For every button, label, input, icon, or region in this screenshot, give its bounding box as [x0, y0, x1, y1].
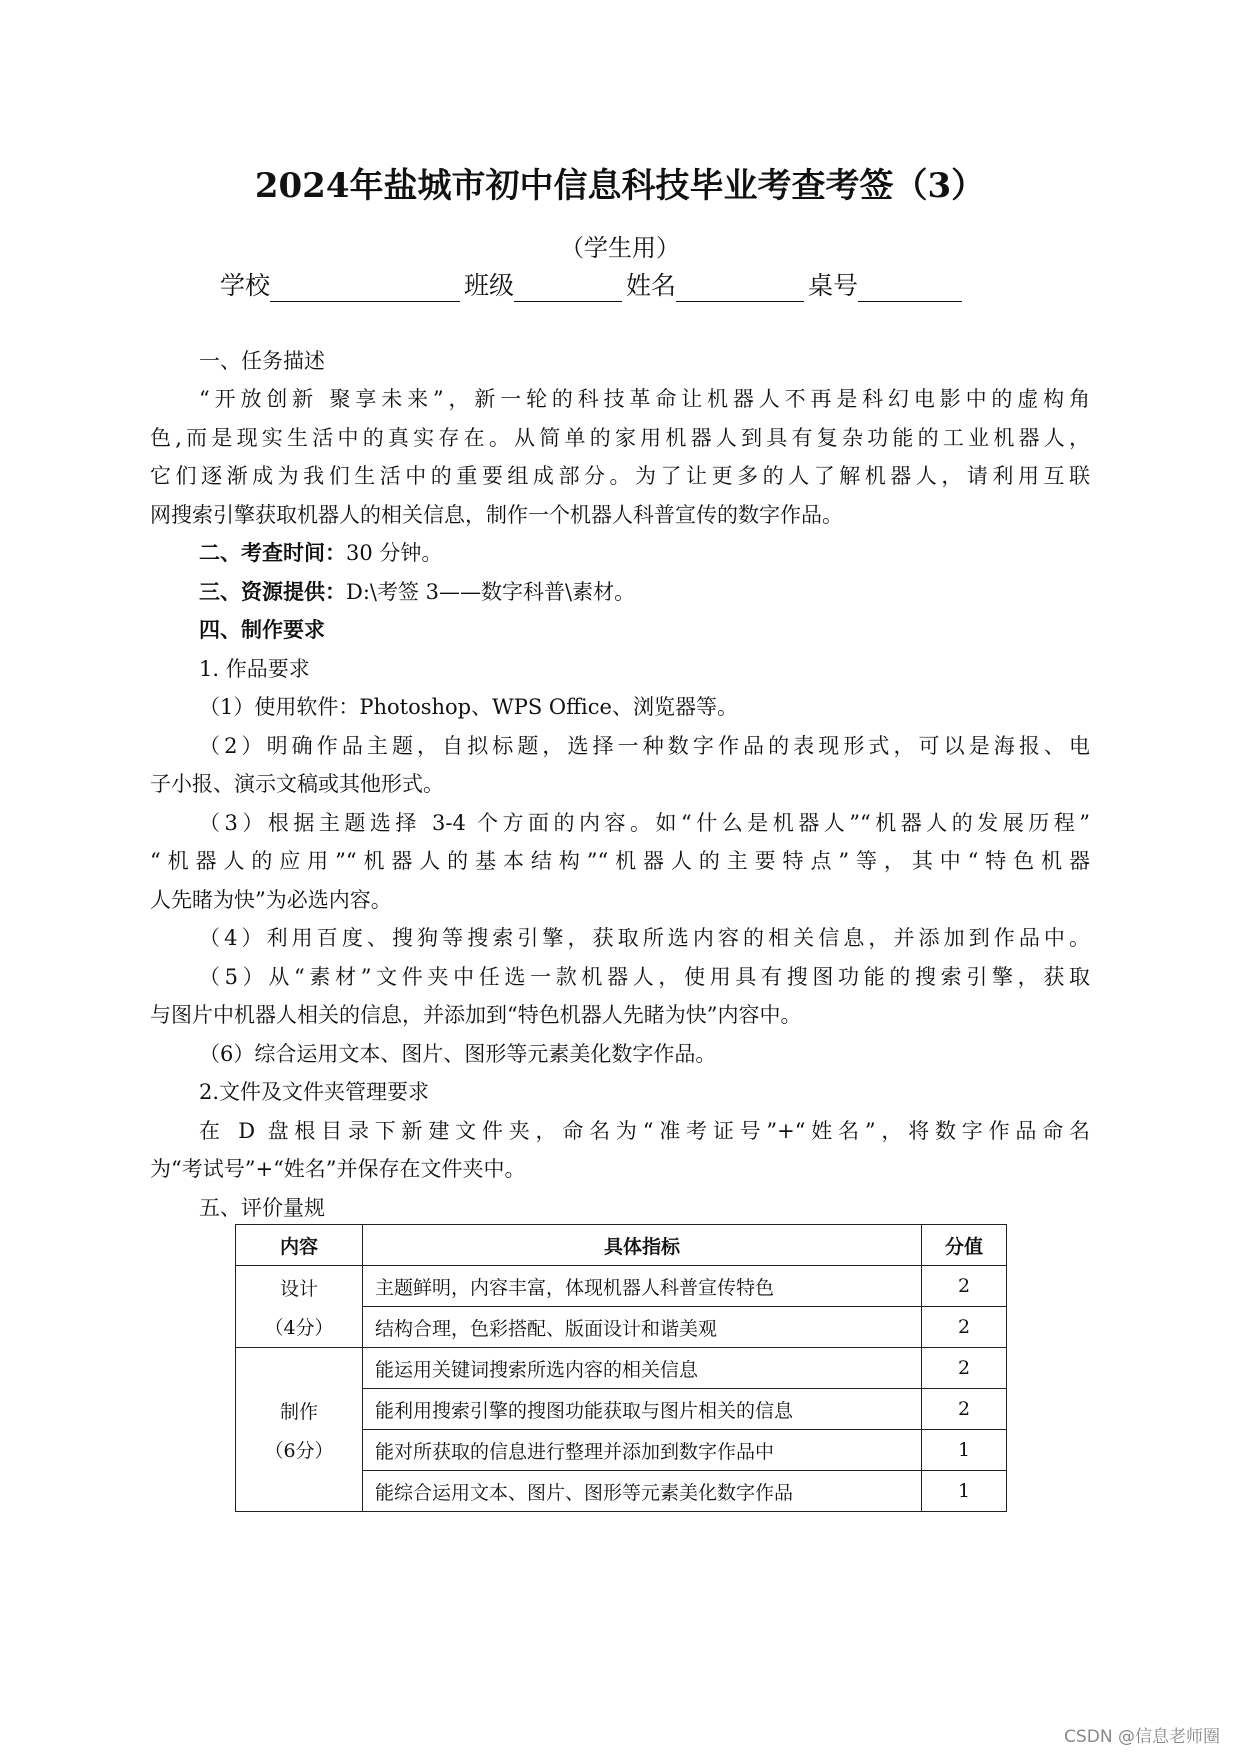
watermark: CSDN @信息老师圈 — [1064, 1727, 1220, 1747]
group-score: （4分） — [264, 1316, 334, 1339]
subheading: 2.文件及文件夹管理要求 — [199, 1080, 430, 1104]
school-blank — [270, 275, 460, 302]
section-heading: 四、制作要求 — [199, 617, 325, 642]
group-name: 设计 — [279, 1277, 318, 1300]
requirement-line: （4）利用百度、搜狗等搜索引擎，获取所选内容的相关信息，并添加到作品中。 — [199, 926, 1090, 950]
table-row — [236, 1266, 1007, 1307]
group-cell — [236, 1348, 363, 1512]
indicator-cell: 结构合理，色彩搭配、版面设计和谐美观 — [363, 1307, 922, 1348]
section-heading: 五、评价量规 — [199, 1196, 325, 1220]
score-cell: 2 — [922, 1307, 1007, 1348]
exam-time-label: 二、考查时间： — [199, 540, 346, 565]
header-score: 分值 — [922, 1225, 1007, 1266]
indicator-cell: 主题鲜明，内容丰富，体现机器人科普宣传特色 — [363, 1266, 922, 1307]
resources — [199, 573, 1090, 611]
resources-label: 三、资源提供： — [199, 579, 346, 604]
name-label: 姓名 — [626, 271, 677, 300]
indicator-cell: 能对所获取的信息进行整理并添加到数字作品中 — [363, 1430, 922, 1471]
class-blank — [514, 275, 622, 302]
subtitle: （学生用） — [560, 234, 680, 262]
group-name: 制作 — [279, 1400, 318, 1423]
section-heading: 一、任务描述 — [199, 349, 325, 373]
score-cell: 2 — [922, 1266, 1007, 1307]
exam-time — [199, 534, 1090, 572]
score-cell: 1 — [922, 1430, 1007, 1471]
class-label: 班级 — [464, 271, 515, 300]
paragraph-line: 它们逐渐成为我们生活中的重要组成部分。为了让更多的人了解机器人，请利用互联 — [150, 464, 1090, 488]
paragraph-line: 色,而是现实生活中的真实存在。从简单的家用机器人到具有复杂功能的工业机器人， — [150, 426, 1090, 450]
desk-blank — [858, 275, 962, 302]
group-cell — [236, 1266, 363, 1348]
subheading: 1. 作品要求 — [199, 657, 310, 681]
requirement-line: （6）综合运用文本、图片、图形等元素美化数字作品。 — [199, 1042, 717, 1066]
indicator-cell: 能运用关键词搜索所选内容的相关信息 — [363, 1348, 922, 1389]
student-info-row — [220, 266, 966, 302]
score-cell: 2 — [922, 1348, 1007, 1389]
requirement-line: 与图片中机器人相关的信息，并添加到“特色机器人先睹为快”内容中。 — [150, 1003, 802, 1027]
paragraph-line: 网搜索引擎获取机器人的相关信息，制作一个机器人科普宣传的数字作品。 — [150, 503, 843, 527]
header-indicator: 具体指标 — [363, 1225, 922, 1266]
page-title: 2024年盐城市初中信息科技毕业考查考签（3） — [254, 166, 986, 206]
resources-value: D:\考签 3——数字科普\素材。 — [346, 580, 636, 604]
requirement-line: “机器人的应用”“机器人的基本结构”“机器人的主要特点”等，其中“特色机器 — [150, 849, 1090, 873]
header-content: 内容 — [236, 1225, 363, 1266]
paragraph-line: “开放创新 聚享未来”，新一轮的科技革命让机器人不再是科幻电影中的虚构角 — [199, 387, 1090, 411]
name-blank — [676, 275, 804, 302]
requirement-line: （5）从“素材”文件夹中任选一款机器人，使用具有搜图功能的搜索引擎，获取 — [199, 965, 1090, 989]
requirement-line: 人先睹为快”为必选内容。 — [150, 888, 392, 912]
requirement-line: 子小报、演示文稿或其他形式。 — [150, 772, 444, 796]
score-cell: 2 — [922, 1389, 1007, 1430]
desk-label: 桌号 — [808, 271, 859, 300]
requirement-line: （2）明确作品主题，自拟标题，选择一种数字作品的表现形式，可以是海报、电 — [199, 734, 1090, 758]
requirement-line: 为“考试号”+“姓名”并保存在文件夹中。 — [150, 1157, 526, 1181]
rubric-table — [235, 1224, 1007, 1512]
exam-time-value: 30 分钟。 — [346, 541, 443, 565]
school-label: 学校 — [220, 271, 271, 300]
indicator-cell: 能利用搜索引擎的搜图功能获取与图片相关的信息 — [363, 1389, 922, 1430]
requirement-line: 在 D 盘根目录下新建文件夹，命名为“准考证号”+“姓名”，将数字作品命名 — [199, 1119, 1090, 1143]
score-cell: 1 — [922, 1471, 1007, 1512]
group-score: （6分） — [264, 1439, 334, 1462]
requirement-line: （3）根据主题选择 3-4 个方面的内容。如“什么是机器人”“机器人的发展历程” — [199, 811, 1090, 835]
requirement-line: （1）使用软件：Photoshop、WPS Office、浏览器等。 — [199, 695, 738, 719]
table-header-row — [236, 1225, 1007, 1266]
table-row — [236, 1348, 1007, 1389]
indicator-cell: 能综合运用文本、图片、图形等元素美化数字作品 — [363, 1471, 922, 1512]
